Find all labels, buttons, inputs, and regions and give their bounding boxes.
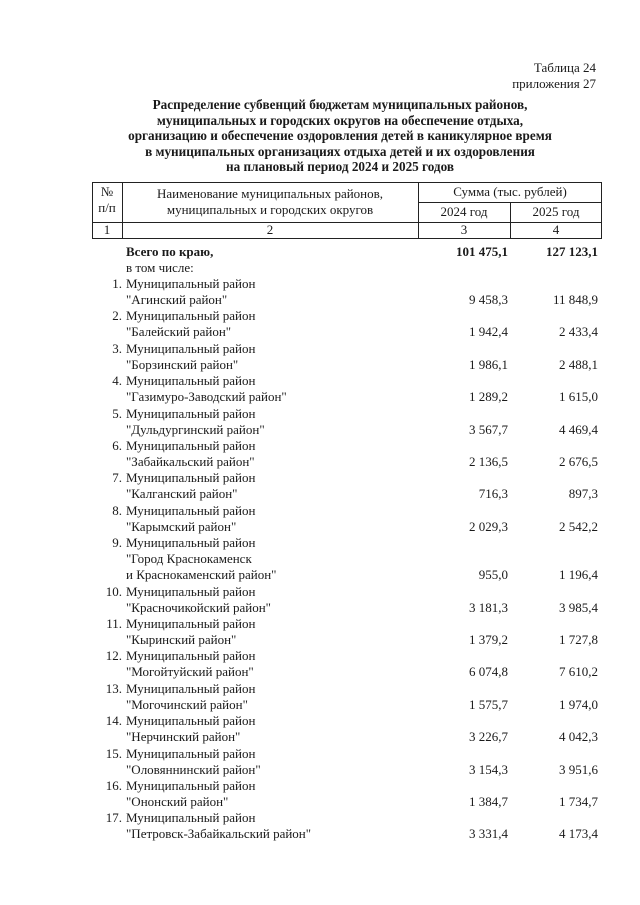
title-line: в муниципальных организациях отдыха детей и их оздоровления <box>145 143 535 159</box>
col-2024-header: 2024 год <box>440 204 488 219</box>
col-number-abbrev: п/п <box>98 200 116 215</box>
row-name-line: Муниципальный район <box>126 778 256 793</box>
row-value-2025: 1 734,7 <box>559 794 598 809</box>
row-name-line: "Нерчинский район" <box>126 729 241 745</box>
row-value-2024: 1 289,2 <box>469 389 508 405</box>
row-value-2025: 3 985,4 <box>559 599 598 615</box>
row-name-line: "Газимуро-Заводский район" <box>126 389 287 405</box>
including-label: в том числе: <box>126 260 194 275</box>
row-number: 15. <box>105 745 122 761</box>
row-name-line: Муниципальный район <box>126 535 256 551</box>
row-name-line: "Дульдургинский район" <box>126 421 265 437</box>
row-value-2025: 2 542,2 <box>559 518 598 534</box>
row-name-line: Муниципальный район <box>126 648 256 664</box>
total-label: Всего по краю, <box>126 244 214 259</box>
row-name-line: "Агинский район" <box>126 292 228 307</box>
row-value-2024: 1 986,1 <box>469 356 508 372</box>
row-name-line: "Могочинский район" <box>126 696 248 712</box>
row-value-2025: 1 615,0 <box>559 389 598 405</box>
row-name-line: Муниципальный район <box>126 713 256 729</box>
col-index: 1 <box>103 222 111 237</box>
title-line: организацию и обеспечение оздоровления детей в каникулярное время <box>128 128 552 144</box>
row-number: 3. <box>112 340 122 356</box>
row-value-2024: 9 458,3 <box>469 292 508 307</box>
row-value-2024: 2 029,3 <box>469 518 508 534</box>
row-value-2025: 2 488,1 <box>559 356 598 372</box>
col-2025-header: 2025 год <box>532 204 580 219</box>
row-value-2025: 4 469,4 <box>559 421 598 437</box>
row-value-2025: 1 196,4 <box>559 567 598 583</box>
row-name-line: Муниципальный район <box>126 276 256 291</box>
row-number: 17. <box>105 810 122 826</box>
col-number-header <box>92 184 122 216</box>
row-name-line: "Забайкальский район" <box>126 454 255 469</box>
row-number: 16. <box>105 778 122 793</box>
row-number: 12. <box>105 648 122 664</box>
row-name-line: Муниципальный район <box>126 810 256 826</box>
row-number: 1. <box>112 276 122 291</box>
row-value-2024: 3 181,3 <box>469 599 508 615</box>
row-value-2025: 4 173,4 <box>559 826 598 842</box>
row-name-line: Муниципальный район <box>126 340 256 356</box>
row-value-2025: 11 848,9 <box>552 292 598 307</box>
row-number: 8. <box>112 502 122 518</box>
row-name-line: "Город Краснокаменск <box>126 551 252 567</box>
row-name-line: "Красночикойский район" <box>126 599 271 615</box>
col-name-line: Наименование муниципальных районов, <box>156 186 384 201</box>
row-value-2025: 7 610,2 <box>559 664 598 680</box>
row-name-line: "Карымский район" <box>126 518 237 534</box>
row-number: 2. <box>112 308 122 324</box>
row-value-2024: 1 379,2 <box>469 632 508 647</box>
col-index: 2 <box>266 222 274 237</box>
row-name-line: "Ононский район" <box>126 794 229 809</box>
row-name-line: Муниципальный район <box>126 583 256 599</box>
row-value-2025: 2 433,4 <box>559 324 598 340</box>
row-number: 9. <box>112 535 122 551</box>
total-2025: 127 123,1 <box>546 244 598 259</box>
row-name-line: Муниципальный район <box>126 405 256 421</box>
row-name-line: "Могойтуйский район" <box>126 664 254 680</box>
row-number: 5. <box>112 405 122 421</box>
row-value-2024: 2 136,5 <box>469 454 508 469</box>
col-name-line: муниципальных и городских округов <box>166 202 374 217</box>
row-number: 13. <box>105 680 122 696</box>
row-number: 11. <box>106 616 122 631</box>
document-title <box>40 97 640 175</box>
index-row-rule <box>92 238 602 239</box>
row-value-2025: 4 042,3 <box>559 729 598 745</box>
row-name-line: Муниципальный район <box>126 373 256 389</box>
row-number: 4. <box>112 373 122 389</box>
row-name-line: Муниципальный район <box>126 470 256 486</box>
appendix-reference: приложения 27 <box>512 76 596 91</box>
row-name-line: "Балейский район" <box>126 324 232 340</box>
row-name-line: Муниципальный район <box>126 616 256 631</box>
row-name-line: "Кыринский район" <box>126 632 237 647</box>
row-number: 10. <box>105 583 122 599</box>
row-name-line: "Калганский район" <box>126 486 238 502</box>
row-number: 6. <box>112 438 122 453</box>
row-value-2025: 1 727,8 <box>559 632 598 647</box>
title-line: Распределение субвенций бюджетам муниципальных районов, <box>152 97 528 112</box>
col-index: 3 <box>460 222 468 237</box>
row-value-2024: 1 384,7 <box>469 794 508 809</box>
row-name-line: Муниципальный район <box>126 680 256 696</box>
row-name-line: Муниципальный район <box>126 502 256 518</box>
row-value-2024: 3 331,4 <box>469 826 508 842</box>
table-reference: Таблица 24 <box>533 60 596 75</box>
row-value-2025: 3 951,6 <box>559 761 598 777</box>
row-value-2024: 6 074,8 <box>469 664 508 680</box>
row-name-line: "Борзинский район" <box>126 356 239 372</box>
row-value-2024: 1 575,7 <box>469 696 508 712</box>
col-name-header <box>122 186 418 218</box>
row-name-line: и Краснокаменский район" <box>126 567 277 583</box>
row-value-2025: 897,3 <box>568 486 598 502</box>
col-number-sign: № <box>100 184 114 199</box>
row-name-line: Муниципальный район <box>126 745 256 761</box>
row-name-line: "Оловяннинский район" <box>126 761 261 777</box>
title-line: муниципальных и городских округов на обеспечение отдыха, <box>156 112 524 128</box>
table-top-rule <box>92 182 602 183</box>
row-value-2024: 3 226,7 <box>469 729 508 745</box>
col-index: 4 <box>552 222 560 237</box>
row-name-line: "Петровск-Забайкальский район" <box>126 826 312 842</box>
title-line: на плановый период 2024 и 2025 годов <box>226 159 454 175</box>
row-number: 7. <box>112 470 122 486</box>
col-sum-header: Сумма (тыс. рублей) <box>453 184 567 199</box>
row-number: 14. <box>105 713 122 729</box>
row-name-line: Муниципальный район <box>126 308 256 324</box>
row-value-2024: 955,0 <box>478 567 508 583</box>
row-value-2025: 1 974,0 <box>559 696 598 712</box>
row-name-line: Муниципальный район <box>126 438 256 453</box>
row-value-2025: 2 676,5 <box>559 454 598 469</box>
row-value-2024: 716,3 <box>478 486 508 502</box>
row-value-2024: 3 154,3 <box>469 761 508 777</box>
total-2024: 101 475,1 <box>456 244 508 259</box>
row-value-2024: 3 567,7 <box>469 421 508 437</box>
row-value-2024: 1 942,4 <box>469 324 508 340</box>
